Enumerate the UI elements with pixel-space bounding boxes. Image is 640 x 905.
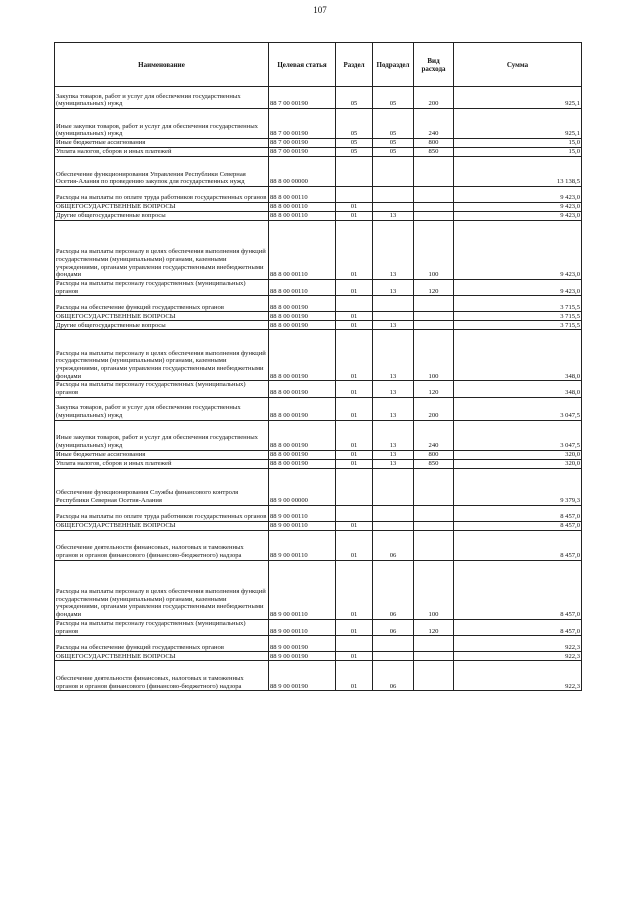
row-amount: 3 047,5 [454, 420, 582, 450]
row-subsection: 05 [373, 139, 414, 148]
row-amount: 8 457,0 [454, 530, 582, 560]
table-row [55, 296, 582, 312]
row-section: 01 [336, 280, 373, 296]
row-subsection [373, 468, 414, 505]
row-subsection [373, 652, 414, 661]
row-name: ОБЩЕГОСУДАРСТВЕННЫЕ ВОПРОСЫ [55, 521, 269, 530]
row-name: Расходы на выплаты по оплате труда работников государственных органов [55, 505, 269, 521]
table-row [55, 312, 582, 321]
row-section [336, 187, 373, 203]
row-target: 88 8 00 00110 [269, 203, 336, 212]
row-type: 120 [414, 619, 454, 635]
row-amount: 9 423,0 [454, 221, 582, 280]
row-name: Другие общегосударственные вопросы [55, 212, 269, 221]
row-type [414, 187, 454, 203]
row-subsection: 13 [373, 450, 414, 459]
row-target: 88 8 00 00190 [269, 330, 336, 381]
row-type [414, 203, 454, 212]
row-amount: 13 138,5 [454, 157, 582, 187]
row-name: Иные закупки товаров, работ и услуг для обеспечения государственных (муниципальных) нужд [55, 109, 269, 139]
row-name: Расходы на выплаты персоналу в целях обеспечения выполнения функций государственными (муниципальными) органами, казенными учреждениями, органами управления государственными внебюджетными фондами [55, 560, 269, 619]
table-row [55, 420, 582, 450]
row-section: 01 [336, 560, 373, 619]
table-row [55, 321, 582, 330]
row-target: 88 8 00 00190 [269, 450, 336, 459]
row-section [336, 505, 373, 521]
row-amount: 9 423,0 [454, 212, 582, 221]
row-amount: 9 423,0 [454, 187, 582, 203]
row-target: 88 9 00 00110 [269, 505, 336, 521]
row-subsection: 13 [373, 330, 414, 381]
row-target: 88 9 00 00000 [269, 468, 336, 505]
row-type [414, 212, 454, 221]
row-type [414, 157, 454, 187]
row-name: Иные бюджетные ассигнования [55, 450, 269, 459]
table-row [55, 521, 582, 530]
row-subsection [373, 636, 414, 652]
row-name: ОБЩЕГОСУДАРСТВЕННЫЕ ВОПРОСЫ [55, 312, 269, 321]
row-section: 01 [336, 381, 373, 397]
row-section: 01 [336, 330, 373, 381]
row-type: 800 [414, 139, 454, 148]
row-subsection [373, 312, 414, 321]
row-name: Иные закупки товаров, работ и услуг для обеспечения государственных (муниципальных) нужд [55, 420, 269, 450]
row-type [414, 521, 454, 530]
table-row [55, 148, 582, 157]
row-target: 88 8 00 00190 [269, 312, 336, 321]
row-amount: 3 715,5 [454, 321, 582, 330]
row-section: 01 [336, 312, 373, 321]
row-type [414, 661, 454, 691]
row-name: Обеспечение функционирования Службы финансового контроля Республики Северная Осетия-Алания [55, 468, 269, 505]
table-row [55, 157, 582, 187]
row-amount: 8 457,0 [454, 521, 582, 530]
table-row [55, 397, 582, 420]
row-target: 88 9 00 00110 [269, 530, 336, 560]
row-name: Закупка товаров, работ и услуг для обеспечения государственных (муниципальных) нужд [55, 397, 269, 420]
row-type [414, 468, 454, 505]
row-subsection [373, 157, 414, 187]
row-type [414, 321, 454, 330]
row-name: Расходы на выплаты персоналу в целях обеспечения выполнения функций государственными (муниципальными) органами, казенными учреждениями, органами управления государственными внебюджетными фондами [55, 221, 269, 280]
table-body [55, 87, 582, 691]
header-subsection: Подраздел [373, 43, 414, 87]
row-section: 05 [336, 87, 373, 109]
row-target: 88 8 00 00190 [269, 459, 336, 468]
row-type [414, 530, 454, 560]
row-target: 88 7 00 00190 [269, 139, 336, 148]
row-section: 01 [336, 203, 373, 212]
row-section: 01 [336, 652, 373, 661]
row-subsection: 06 [373, 619, 414, 635]
row-name: ОБЩЕГОСУДАРСТВЕННЫЕ ВОПРОСЫ [55, 652, 269, 661]
row-type: 800 [414, 450, 454, 459]
header-target: Целевая статья [269, 43, 336, 87]
row-target: 88 8 00 00110 [269, 221, 336, 280]
row-target: 88 9 00 00110 [269, 619, 336, 635]
row-section [336, 296, 373, 312]
row-section [336, 636, 373, 652]
row-subsection: 05 [373, 148, 414, 157]
row-target: 88 8 00 00190 [269, 381, 336, 397]
row-amount: 8 457,0 [454, 619, 582, 635]
row-section: 01 [336, 321, 373, 330]
row-subsection [373, 521, 414, 530]
table-row [55, 530, 582, 560]
row-subsection: 05 [373, 87, 414, 109]
row-target: 88 8 00 00190 [269, 296, 336, 312]
table-row [55, 381, 582, 397]
row-target: 88 7 00 00190 [269, 87, 336, 109]
row-type [414, 652, 454, 661]
row-section: 01 [336, 521, 373, 530]
row-amount: 3 715,5 [454, 296, 582, 312]
row-name: Иные бюджетные ассигнования [55, 139, 269, 148]
row-name: Обеспечение деятельности финансовых, налоговых и таможенных органов и органов финансового (финансово-бюджетного) надзора [55, 530, 269, 560]
row-name: Уплата налогов, сборов и иных платежей [55, 459, 269, 468]
row-type: 100 [414, 560, 454, 619]
row-section: 05 [336, 109, 373, 139]
row-target: 88 8 00 00000 [269, 157, 336, 187]
header-expense-type: Вид расхода [414, 43, 454, 87]
row-amount: 15,0 [454, 148, 582, 157]
row-subsection: 13 [373, 221, 414, 280]
row-amount: 320,0 [454, 459, 582, 468]
row-amount: 9 379,3 [454, 468, 582, 505]
row-subsection: 13 [373, 381, 414, 397]
table-row [55, 109, 582, 139]
row-section: 05 [336, 139, 373, 148]
row-section: 01 [336, 397, 373, 420]
row-subsection: 05 [373, 109, 414, 139]
row-subsection: 06 [373, 661, 414, 691]
table-row [55, 330, 582, 381]
table-row [55, 87, 582, 109]
table-row [55, 187, 582, 203]
row-section [336, 157, 373, 187]
row-type: 850 [414, 459, 454, 468]
row-subsection: 13 [373, 459, 414, 468]
table-row [55, 636, 582, 652]
row-type [414, 636, 454, 652]
table-row [55, 652, 582, 661]
row-type: 200 [414, 87, 454, 109]
table-row [55, 203, 582, 212]
page-number: 107 [313, 5, 327, 15]
row-section: 05 [336, 148, 373, 157]
row-type: 240 [414, 109, 454, 139]
row-name: Обеспечение функционирования Управления Республики Северная Осетия-Алания по проведению закупок для государственных нужд [55, 157, 269, 187]
table-row [55, 280, 582, 296]
row-type: 120 [414, 381, 454, 397]
row-amount: 8 457,0 [454, 560, 582, 619]
row-amount: 320,0 [454, 450, 582, 459]
row-section: 01 [336, 420, 373, 450]
table-row [55, 468, 582, 505]
row-section: 01 [336, 450, 373, 459]
row-name: Расходы на выплаты персоналу государственных (муниципальных) органов [55, 619, 269, 635]
row-name: Расходы на выплаты персоналу государственных (муниципальных) органов [55, 280, 269, 296]
row-subsection [373, 296, 414, 312]
row-amount: 922,3 [454, 636, 582, 652]
row-type [414, 296, 454, 312]
row-amount: 922,3 [454, 661, 582, 691]
row-type [414, 312, 454, 321]
row-section: 01 [336, 459, 373, 468]
row-type [414, 505, 454, 521]
row-type: 850 [414, 148, 454, 157]
row-target: 88 8 00 00190 [269, 321, 336, 330]
row-target: 88 9 00 00190 [269, 636, 336, 652]
row-amount: 9 423,0 [454, 203, 582, 212]
row-name: Расходы на выплаты персоналу государственных (муниципальных) органов [55, 381, 269, 397]
row-amount: 925,1 [454, 109, 582, 139]
row-amount: 9 423,0 [454, 280, 582, 296]
row-amount: 348,0 [454, 381, 582, 397]
row-target: 88 8 00 00110 [269, 280, 336, 296]
row-subsection: 13 [373, 280, 414, 296]
header-section: Раздел [336, 43, 373, 87]
header-amount: Сумма [454, 43, 582, 87]
row-name: Расходы на выплаты по оплате труда работников государственных органов [55, 187, 269, 203]
row-target: 88 9 00 00110 [269, 521, 336, 530]
row-section: 01 [336, 661, 373, 691]
row-target: 88 9 00 00190 [269, 661, 336, 691]
row-subsection: 13 [373, 321, 414, 330]
table-row [55, 560, 582, 619]
table-row [55, 505, 582, 521]
row-subsection: 13 [373, 212, 414, 221]
row-section: 01 [336, 212, 373, 221]
table-row [55, 450, 582, 459]
table-row [55, 619, 582, 635]
row-name: Обеспечение деятельности финансовых, налоговых и таможенных органов и органов финансового (финансово-бюджетного) надзора [55, 661, 269, 691]
row-type: 200 [414, 397, 454, 420]
row-type: 100 [414, 330, 454, 381]
row-target: 88 9 00 00110 [269, 560, 336, 619]
row-subsection: 06 [373, 560, 414, 619]
row-type: 240 [414, 420, 454, 450]
row-type: 120 [414, 280, 454, 296]
row-target: 88 7 00 00190 [269, 148, 336, 157]
row-section: 01 [336, 530, 373, 560]
row-subsection: 13 [373, 420, 414, 450]
row-section: 01 [336, 221, 373, 280]
table-row [55, 139, 582, 148]
row-name: ОБЩЕГОСУДАРСТВЕННЫЕ ВОПРОСЫ [55, 203, 269, 212]
table-row [55, 212, 582, 221]
header-name: Наименование [55, 43, 269, 87]
row-type: 100 [414, 221, 454, 280]
row-name: Уплата налогов, сборов и иных платежей [55, 148, 269, 157]
row-subsection [373, 187, 414, 203]
table-row [55, 221, 582, 280]
row-name: Расходы на обеспечение функций государственных органов [55, 636, 269, 652]
row-target: 88 8 00 00110 [269, 212, 336, 221]
row-target: 88 8 00 00190 [269, 397, 336, 420]
row-target: 88 7 00 00190 [269, 109, 336, 139]
row-name: Расходы на выплаты персоналу в целях обеспечения выполнения функций государственными (муниципальными) органами, казенными учреждениями, органами управления государственными внебюджетными фондами [55, 330, 269, 381]
row-subsection: 13 [373, 397, 414, 420]
row-subsection [373, 505, 414, 521]
row-subsection [373, 203, 414, 212]
row-name: Другие общегосударственные вопросы [55, 321, 269, 330]
row-section: 01 [336, 619, 373, 635]
row-target: 88 8 00 00190 [269, 420, 336, 450]
row-subsection: 06 [373, 530, 414, 560]
row-name: Расходы на обеспечение функций государственных органов [55, 296, 269, 312]
table-row [55, 661, 582, 691]
row-target: 88 9 00 00190 [269, 652, 336, 661]
row-amount: 922,3 [454, 652, 582, 661]
row-section [336, 468, 373, 505]
row-amount: 15,0 [454, 139, 582, 148]
row-amount: 925,1 [454, 87, 582, 109]
row-amount: 8 457,0 [454, 505, 582, 521]
table-header-row [55, 43, 582, 87]
row-amount: 3 047,5 [454, 397, 582, 420]
table-row [55, 459, 582, 468]
row-amount: 348,0 [454, 330, 582, 381]
row-name: Закупка товаров, работ и услуг для обеспечения государственных (муниципальных) нужд [55, 87, 269, 109]
row-target: 88 8 00 00110 [269, 187, 336, 203]
row-amount: 3 715,5 [454, 312, 582, 321]
budget-table [54, 42, 582, 691]
